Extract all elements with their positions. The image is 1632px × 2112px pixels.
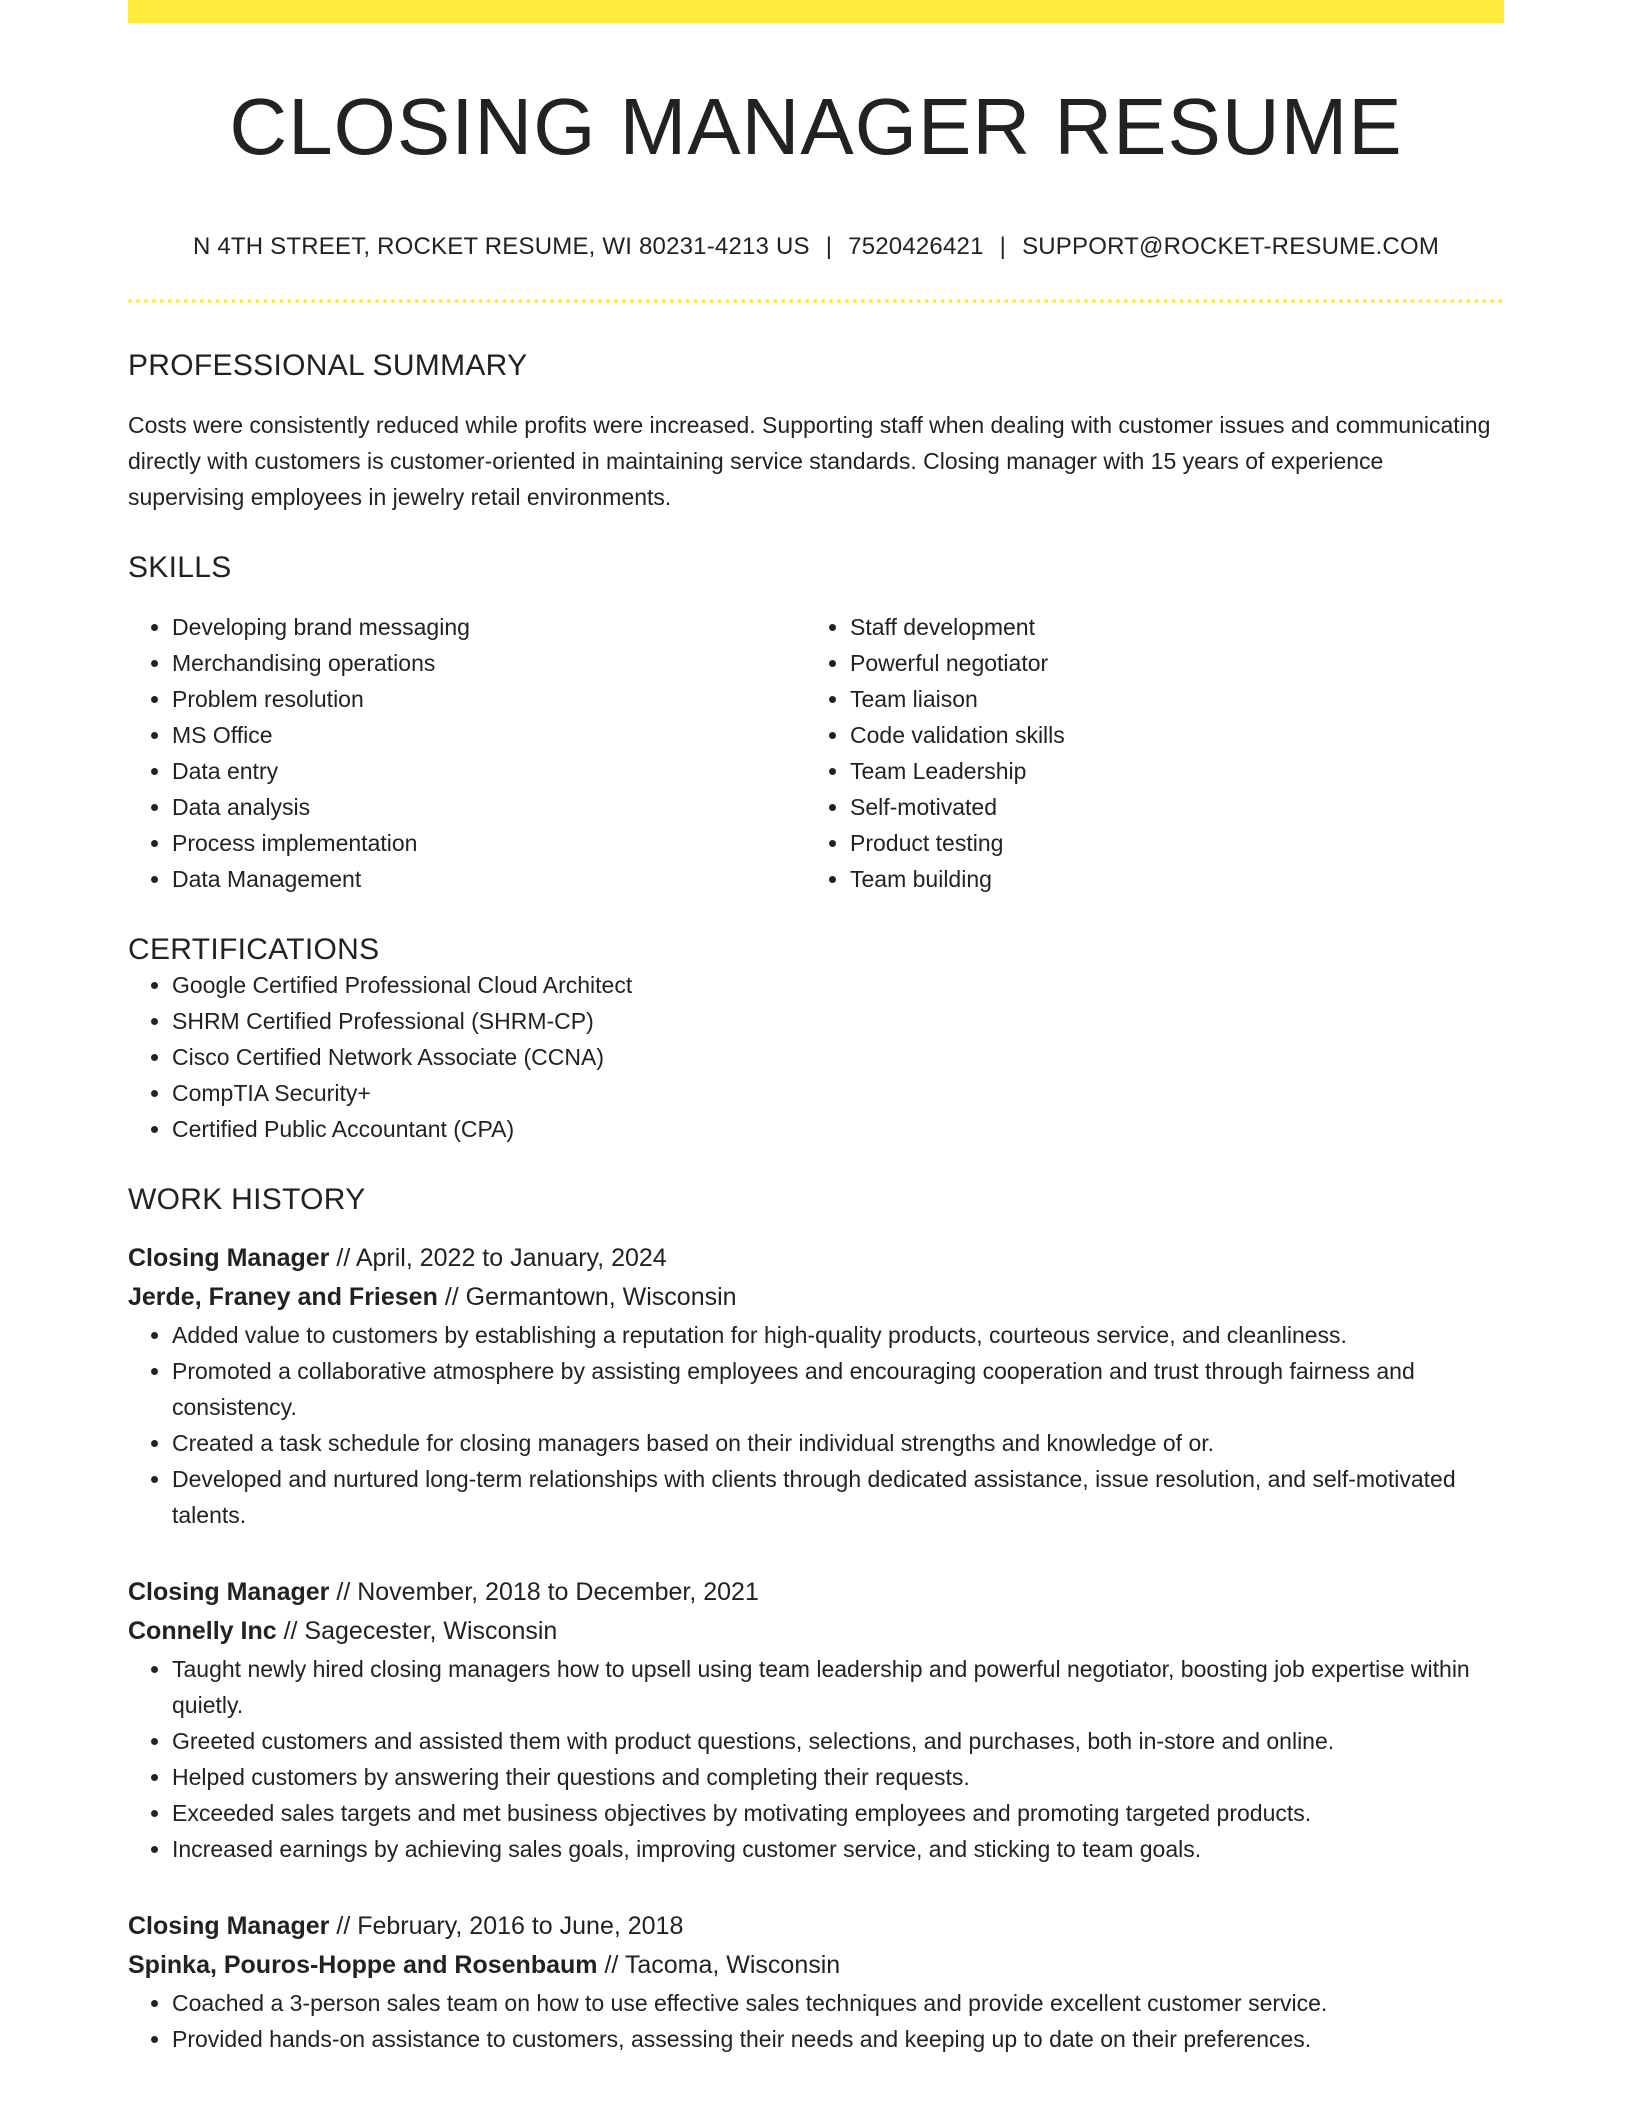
resume-page [128, 0, 1504, 2057]
skill-item: • Process implementation [172, 825, 806, 861]
job-bullet: • Added value to customers by establishing a reputation for high-quality products, courteous service, and cleanliness. [172, 1317, 1504, 1353]
job-bullets [128, 1651, 1504, 1867]
job-entry [128, 1907, 1504, 2057]
contact-email: SUPPORT@ROCKET-RESUME.COM [1022, 233, 1440, 260]
skill-item: • Team Leadership [850, 753, 1484, 789]
summary-heading: PROFESSIONAL SUMMARY [128, 349, 528, 382]
skill-item: • Data Management [172, 861, 806, 897]
job-role: Closing Manager [128, 1912, 330, 1940]
job-role: Closing Manager [128, 1244, 330, 1272]
work-history-heading: WORK HISTORY [128, 1183, 366, 1216]
job-bullet: • Coached a 3-person sales team on how to use effective sales techniques and provide excellent customer service. [172, 1985, 1504, 2021]
skills-column-left [128, 609, 806, 897]
job-bullet: • Exceeded sales targets and met business objectives by motivating employees and promoting targeted products. [172, 1795, 1504, 1831]
skill-item: • Data entry [172, 753, 806, 789]
job-bullets [128, 1985, 1504, 2057]
contact-address: N 4TH STREET, ROCKET RESUME, WI 80231-4213 US [192, 233, 810, 260]
job-role-line [128, 1239, 1504, 1278]
job-location: // Sagecester, Wisconsin [283, 1617, 558, 1645]
skill-item: • Code validation skills [850, 717, 1484, 753]
summary-text: Costs were consistently reduced while profits were increased. Supporting staff when dealing with customer issues and communicating directly with customers is customer-oriented in maintaining service standards. Closing manager with 15 years of experience supervising employees in jewelry retail environments. [128, 412, 1491, 510]
certification-item: • SHRM Certified Professional (SHRM-CP) [172, 1003, 1504, 1039]
job-bullet: • Developed and nurtured long-term relationships with clients through dedicated assistance, issue resolution, and self-motivated talents. [172, 1461, 1504, 1533]
skills-list-right [806, 609, 1484, 897]
job-company-line [128, 1612, 1504, 1651]
job-role-line [128, 1907, 1504, 1946]
contact-phone: 7520426421 [848, 233, 984, 260]
skill-item: • Developing brand messaging [172, 609, 806, 645]
job-bullet: • Helped customers by answering their questions and completing their requests. [172, 1759, 1504, 1795]
contact-separator: | [999, 233, 1007, 260]
skill-item: • Merchandising operations [172, 645, 806, 681]
job-bullet: • Greeted customers and assisted them with product questions, selections, and purchases, both in-store and online. [172, 1723, 1504, 1759]
contact-separator: | [825, 233, 833, 260]
dotted-divider [128, 299, 1504, 303]
skills-heading: SKILLS [128, 551, 232, 584]
contact-line [128, 233, 1504, 261]
job-location: // Germantown, Wisconsin [444, 1283, 737, 1311]
job-company: Connelly Inc [128, 1617, 277, 1645]
job-bullet: • Created a task schedule for closing managers based on their individual strengths and knowledge of or. [172, 1425, 1504, 1461]
certification-item: • CompTIA Security+ [172, 1075, 1504, 1111]
job-entry [128, 1573, 1504, 1867]
job-dates: // February, 2016 to June, 2018 [336, 1912, 684, 1940]
skills-column-right [806, 609, 1484, 897]
certification-item: • Cisco Certified Network Associate (CCNA) [172, 1039, 1504, 1075]
certifications-list [128, 967, 1504, 1147]
skill-item: • Product testing [850, 825, 1484, 861]
skills-columns [128, 609, 1504, 897]
certifications-heading: CERTIFICATIONS [128, 933, 380, 966]
skills-list-left [128, 609, 806, 897]
job-location: // Tacoma, Wisconsin [604, 1951, 841, 1979]
skill-item: • Team liaison [850, 681, 1484, 717]
job-company-line [128, 1946, 1504, 1985]
skill-item: • MS Office [172, 717, 806, 753]
job-company: Spinka, Pouros-Hoppe and Rosenbaum [128, 1951, 598, 1979]
job-role-line [128, 1573, 1504, 1612]
certification-item: • Certified Public Accountant (CPA) [172, 1111, 1504, 1147]
job-role: Closing Manager [128, 1578, 330, 1606]
job-entry [128, 1239, 1504, 1533]
certification-item: • Google Certified Professional Cloud Architect [172, 967, 1504, 1003]
job-company: Jerde, Franey and Friesen [128, 1283, 438, 1311]
skill-item: • Data analysis [172, 789, 806, 825]
job-bullets [128, 1317, 1504, 1533]
resume-title: CLOSING MANAGER RESUME [229, 82, 1403, 171]
job-bullet: • Promoted a collaborative atmosphere by assisting employees and encouraging cooperation and trust through fairness and consistency. [172, 1353, 1504, 1425]
skill-item: • Team building [850, 861, 1484, 897]
job-bullet: • Provided hands-on assistance to customers, assessing their needs and keeping up to date on their preferences. [172, 2021, 1504, 2057]
skill-item: • Self-motivated [850, 789, 1484, 825]
skill-item: • Powerful negotiator [850, 645, 1484, 681]
skill-item: • Problem resolution [172, 681, 806, 717]
job-bullet: • Increased earnings by achieving sales goals, improving customer service, and sticking to team goals. [172, 1831, 1504, 1867]
job-dates: // April, 2022 to January, 2024 [336, 1244, 667, 1272]
job-dates: // November, 2018 to December, 2021 [336, 1578, 759, 1606]
skill-item: • Staff development [850, 609, 1484, 645]
job-company-line [128, 1278, 1504, 1317]
job-bullet: • Taught newly hired closing managers how to upsell using team leadership and powerful negotiator, boosting job expertise within quietly. [172, 1651, 1504, 1723]
top-accent-bar [128, 0, 1504, 23]
